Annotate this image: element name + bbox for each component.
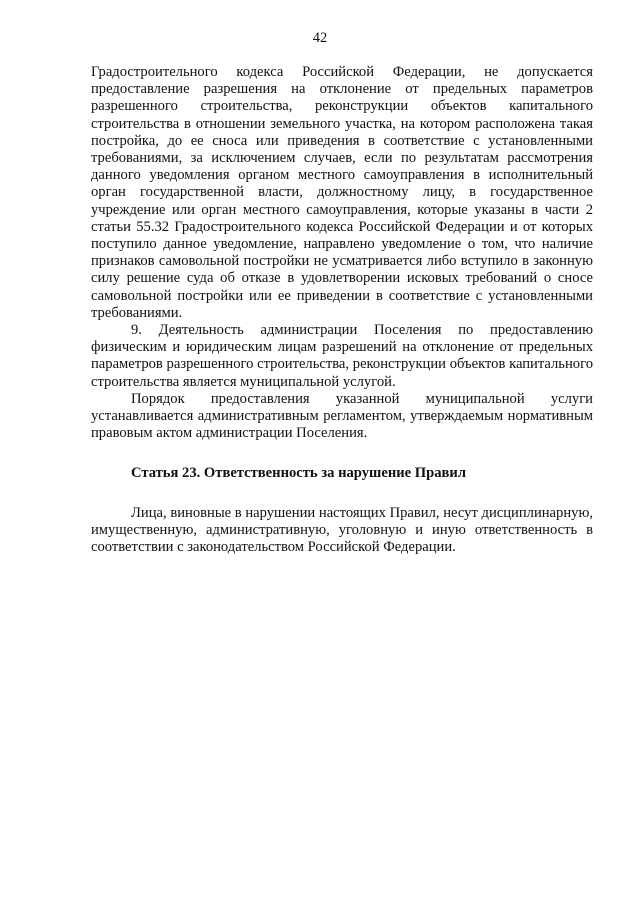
paragraph-procedure: Порядок предоставления указанной муниципальной услуги устанавливается административным регламентом, утверждаемым нормативным правовым актом администрации Поселения. [91, 390, 593, 442]
paragraph-item-9: 9. Деятельность администрации Поселения по предоставлению физическим и юридическим лицам разрешений на отклонение от предельных параметров разрешенного строительства, реконструкции объектов капитального строительства является муниципальной услугой. [91, 322, 593, 390]
paragraph-continuation: Градостроительного кодекса Российской Федерации, не допускается предоставление разрешения на отклонение от предельных параметров разрешенного строительства, реконструкции объектов капитального строительства в отношении земельного участка, на котором расположена такая постройка, до ее сноса или приведения в соответствие с установленными требованиями, за исключением случаев, если по результатам рассмотрения данного уведомления органом местного самоуправления в исполнительный орган государственной власти, должностному лицу, в государственное учреждение или орган местного самоуправления, которые указаны в части 2 статьи 55.32 Градостроительного кодекса Российской Федерации и от которых поступило данное уведомление, направлено уведомление о том, что наличие признаков самовольной постройки не усматривается либо вступило в законную силу решение суда об отказе в удовлетворении исковых требований о сносе самовольной постройки или ее приведении в соответствие с установленными требованиями. [91, 64, 593, 321]
paragraph-responsibility: Лица, виновные в нарушении настоящих Правил, несут дисциплинарную, имущественную, административную, уголовную и иную ответственность в соответствии с законодательством Российской Федерации. [91, 504, 593, 556]
article-heading: Статья 23. Ответственность за нарушение Правил [131, 465, 467, 482]
page-number: 42 [312, 30, 328, 46]
document-body [91, 64, 593, 556]
